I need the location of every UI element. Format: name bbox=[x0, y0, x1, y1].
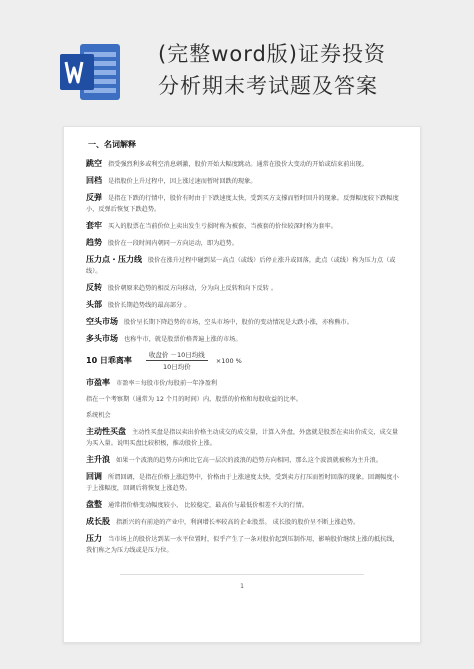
term-definition: 股价呈长期下降趋势的市场，空头市场中，股价的变动情况是大跌小涨，亦称熊市。 bbox=[124, 319, 353, 326]
term-entry bbox=[86, 516, 402, 528]
term-definition: 股价长期趋势线的最高部分 。 bbox=[108, 302, 191, 309]
term-entry bbox=[86, 192, 402, 215]
term-label: 多头市场 bbox=[86, 334, 118, 343]
term-definition: 指受强烈利多或利空消息刺激，股价开始大幅度跳动。通常在股价大变动的开始或结束前出现。 bbox=[108, 161, 368, 168]
term-label: 主动性买盘 bbox=[86, 427, 126, 436]
formula-numerator: 收盘价 －10日均线 bbox=[146, 350, 208, 361]
term-entry bbox=[86, 533, 402, 556]
term-entry bbox=[86, 299, 402, 311]
term-definition: 股价在一段时间内朝同一方向运动，即为趋势。 bbox=[108, 240, 238, 247]
term-definition: 指新兴的有前途的产业中，利润增长率较高的企业股票。 成长股的股价呈不断上涨趋势。 bbox=[116, 519, 360, 526]
term-entry bbox=[86, 333, 402, 345]
term-label: 回档 bbox=[86, 176, 102, 185]
term-label: 空头市场 bbox=[86, 317, 118, 326]
formula-denominator: 10日均价 bbox=[162, 363, 191, 371]
document-page bbox=[63, 126, 421, 643]
term-label: 反弹 bbox=[86, 193, 102, 202]
formula-fraction bbox=[146, 350, 208, 371]
term-label: 回调 bbox=[86, 472, 102, 481]
term-entry bbox=[86, 158, 402, 170]
page-content bbox=[86, 139, 402, 561]
term-definition: 股价朝原来趋势的相反方向移动，分为向上反转和向下反转 。 bbox=[108, 285, 278, 292]
term-entry bbox=[86, 471, 402, 494]
term-entry bbox=[86, 426, 402, 449]
term-entry bbox=[86, 282, 402, 294]
formula-bias-ratio bbox=[86, 350, 402, 371]
term-label: 反转 bbox=[86, 283, 102, 292]
term-label: 套牢 bbox=[86, 221, 102, 230]
term-definition: 主动性买盘是指以卖出价格主动成交的成交量，计算入外盘，外盘就是股票在卖出价成交，成交量为买入量。说明买盘比较积极，推动股价上涨。 bbox=[86, 429, 399, 447]
term-definition: 通常指价格变动幅度较小、 比较稳定，最高价与最低价相差不大的行情。 bbox=[108, 502, 308, 509]
term-label: 头部 bbox=[86, 300, 102, 309]
term-definition: 市盈率＝每股市价/每股前一年净盈利 bbox=[116, 380, 218, 387]
term-definition: 也称牛市，就是股票价格普遍上涨的市场。 bbox=[124, 336, 242, 343]
term-definition: 是指在下跌的行情中，股价有时由于下跌速度太快，受到买方支撑而暂时回升的现象。反弹幅度较下跌幅度小，反弹后恢复下跌趋势。 bbox=[86, 195, 399, 213]
term-label: 主升浪 bbox=[86, 455, 110, 464]
term-label: 成长股 bbox=[86, 517, 110, 526]
term-entry bbox=[86, 394, 402, 405]
document-banner bbox=[0, 0, 474, 120]
title-line-1: (完整word版)证券投资 bbox=[158, 42, 387, 66]
term-list-2 bbox=[86, 377, 402, 556]
term-entry bbox=[86, 175, 402, 187]
formula-suffix: ×100 % bbox=[215, 356, 242, 365]
term-definition: 系统机会 bbox=[86, 412, 111, 419]
term-entry bbox=[86, 377, 402, 389]
term-label: 市盈率 bbox=[86, 378, 110, 387]
term-definition: 是指股价上升过程中，因上涨过速而暂时回跌的现象。 bbox=[108, 178, 257, 185]
footer-divider bbox=[120, 574, 364, 575]
term-label: 跳空 bbox=[86, 159, 102, 168]
document-title bbox=[158, 38, 458, 102]
term-entry bbox=[86, 316, 402, 328]
term-entry bbox=[86, 237, 402, 249]
term-definition: 所谓回调，是指在价格上涨趋势中，价格由于上涨速度太快，受到卖方打压而暂时回落的现象。回调幅度小于上涨幅度，回调后将恢复上涨趋势。 bbox=[86, 474, 399, 492]
term-entry bbox=[86, 220, 402, 232]
term-definition: 如果一个波浪的趋势方向和比它高一层次的波浪的趋势方向相同，那么这个波浪就被称为主升浪。 bbox=[116, 457, 383, 464]
term-label: 盘整 bbox=[86, 500, 102, 509]
section-title: 一、名词解释 bbox=[88, 140, 136, 149]
formula-term: 10 日乖离率 bbox=[86, 356, 132, 365]
term-definition: 买入的股票在当前价位上卖出发生亏损时称为被套，当被套的价位较深时称为套牢。 bbox=[108, 223, 337, 230]
word-icon bbox=[58, 40, 122, 104]
title-line-2: 分析期末考试题及答案 bbox=[158, 74, 378, 98]
term-list bbox=[86, 158, 402, 345]
term-entry bbox=[86, 254, 402, 277]
term-definition: 指在一个考察期（通常为 12 个月的时间）内，股票的价格和每股收益的比率。 bbox=[86, 396, 302, 403]
term-entry bbox=[86, 454, 402, 466]
term-definition: 股价在涨升过程中碰到某一高点（或线）后停止涨升或回落，此点（或线）称为压力点（或线）。 bbox=[86, 257, 396, 275]
term-label: 压力 bbox=[86, 534, 102, 543]
term-label: 趋势 bbox=[86, 238, 102, 247]
term-label: 压力点・压力线 bbox=[86, 255, 142, 264]
term-definition: 当市场上的股价达到某一水平位置时，似乎产生了一条对股价起到压制作用，影响股价继续上涨的抵抗线， 我们称之为压力线或是压力位。 bbox=[86, 536, 399, 554]
term-entry bbox=[86, 410, 402, 421]
page-number: 1 bbox=[240, 583, 244, 590]
term-entry bbox=[86, 499, 402, 511]
